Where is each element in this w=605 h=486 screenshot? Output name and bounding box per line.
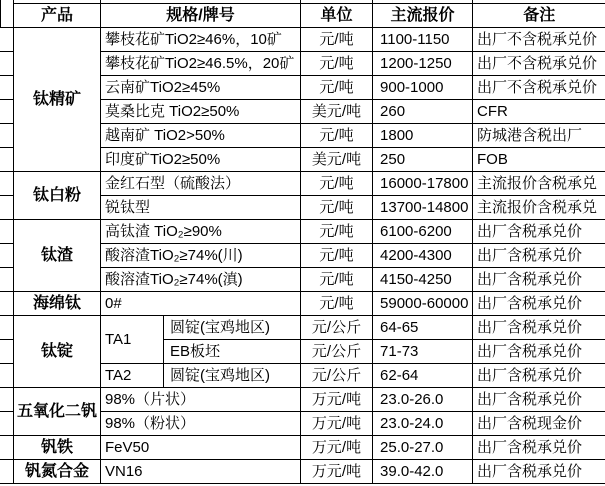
price-cell: 62-64 — [373, 364, 473, 388]
grade-cell: TA2 — [101, 364, 164, 388]
unit-cell: 元/吨 — [301, 76, 373, 100]
unit-cell: 元/吨 — [301, 172, 373, 196]
spec-cell: 高钛渣 TiO₂≥90% — [101, 220, 301, 244]
unit-cell: 美元/吨 — [301, 100, 373, 124]
product-cell: 钛渣 — [14, 220, 101, 292]
grade-cell: TA1 — [101, 316, 164, 364]
price-cell: 39.0-42.0 — [373, 460, 473, 484]
unit-cell: 美元/吨 — [301, 148, 373, 172]
unit-cell: 元/吨 — [301, 28, 373, 52]
table-row — [14, 244, 605, 268]
spec-cell: VN16 — [101, 460, 301, 484]
price-cell: 4200-4300 — [373, 244, 473, 268]
unit-cell: 元/吨 — [301, 196, 373, 220]
table-row — [14, 196, 605, 220]
spec-cell: 印度矿TiO2≥50% — [101, 148, 301, 172]
unit-cell: 元/吨 — [301, 268, 373, 292]
note-cell: 出厂含税承兑价 — [473, 220, 605, 244]
note-cell: FOB — [473, 148, 605, 172]
col-header-product: 产品 — [14, 4, 101, 28]
note-cell: 出厂含税承兑价 — [473, 388, 605, 412]
product-cell: 钒铁 — [14, 436, 101, 460]
spec-cell: 越南矿 TiO2>50% — [101, 124, 301, 148]
spec-cell: 98%（片状） — [101, 388, 301, 412]
note-cell: 出厂含税承兑价 — [473, 436, 605, 460]
price-cell: 25.0-27.0 — [373, 436, 473, 460]
spec-cell: 酸溶渣TiO₂≥74%(滇) — [101, 268, 301, 292]
product-cell: 五氧化二钒 — [14, 388, 101, 436]
note-cell: 出厂不含税承兑价 — [473, 76, 605, 100]
unit-cell: 元/公斤 — [301, 364, 373, 388]
product-cell: 钛白粉 — [14, 172, 101, 220]
note-cell: 主流报价含税承兑 — [473, 172, 605, 196]
table-row — [14, 268, 605, 292]
table-row — [14, 412, 605, 436]
form-cell: 圆锭(宝鸡地区) — [164, 364, 301, 388]
header-row — [14, 4, 605, 28]
price-cell: 23.0-26.0 — [373, 388, 473, 412]
price-cell: 900-1000 — [373, 76, 473, 100]
form-cell: 圆锭(宝鸡地区) — [164, 316, 301, 340]
spec-cell: 锐钛型 — [101, 196, 301, 220]
note-cell: 出厂含税承兑价 — [473, 316, 605, 340]
table-row — [14, 460, 605, 484]
price-cell: 71-73 — [373, 340, 473, 364]
product-cell: 海绵钛 — [14, 292, 101, 316]
note-cell: 防城港含税出厂 — [473, 124, 605, 148]
table-row — [14, 364, 605, 388]
unit-cell: 元/吨 — [301, 52, 373, 76]
note-cell: 出厂不含税承兑价 — [473, 28, 605, 52]
col-header-spec: 规格/牌号 — [101, 4, 301, 28]
note-cell: 主流报价含税承兑 — [473, 196, 605, 220]
price-cell: 4150-4250 — [373, 268, 473, 292]
col-header-note: 备注 — [473, 4, 605, 28]
unit-cell: 元/吨 — [301, 292, 373, 316]
spec-cell: 莫桑比克 TiO2≥50% — [101, 100, 301, 124]
note-cell: CFR — [473, 100, 605, 124]
col-header-unit: 单位 — [301, 4, 373, 28]
note-cell: 出厂含税承兑价 — [473, 460, 605, 484]
unit-cell: 万元/吨 — [301, 388, 373, 412]
product-cell: 钛精矿 — [14, 28, 101, 172]
table-row — [14, 124, 605, 148]
spec-cell: 云南矿TiO2≥45% — [101, 76, 301, 100]
unit-cell: 元/公斤 — [301, 316, 373, 340]
table-row — [14, 76, 605, 100]
product-cell: 钛锭 — [14, 316, 101, 388]
note-cell: 出厂不含税承兑价 — [473, 52, 605, 76]
table-row — [14, 172, 605, 196]
table-row — [14, 28, 605, 52]
table-row — [14, 220, 605, 244]
unit-cell: 元/吨 — [301, 220, 373, 244]
note-cell: 出厂含税承兑价 — [473, 292, 605, 316]
col-header-price: 主流报价 — [373, 4, 473, 28]
table-row — [14, 388, 605, 412]
spec-cell: 攀枝花矿TiO2≥46.5%，20矿 — [101, 52, 301, 76]
price-cell: 1100-1150 — [373, 28, 473, 52]
form-cell: EB板坯 — [164, 340, 301, 364]
price-cell: 250 — [373, 148, 473, 172]
table-row — [14, 100, 605, 124]
product-cell: 钒氮合金 — [14, 460, 101, 484]
price-cell: 64-65 — [373, 316, 473, 340]
price-cell: 1200-1250 — [373, 52, 473, 76]
commodity-price-table — [13, 3, 605, 484]
table-row — [14, 52, 605, 76]
spec-cell: 金红石型（硫酸法） — [101, 172, 301, 196]
left-margin-gridlines — [0, 27, 13, 484]
note-cell: 出厂含税承兑价 — [473, 268, 605, 292]
price-cell: 1800 — [373, 124, 473, 148]
price-cell: 13700-14800 — [373, 196, 473, 220]
price-cell: 16000-17800 — [373, 172, 473, 196]
unit-cell: 万元/吨 — [301, 436, 373, 460]
unit-cell: 万元/吨 — [301, 412, 373, 436]
grid-remnant-left — [0, 0, 1, 27]
table-row — [14, 292, 605, 316]
spec-cell: 攀枝花矿TiO2≥46%，10矿 — [101, 28, 301, 52]
spec-cell: 0# — [101, 292, 301, 316]
spec-cell: 酸溶渣TiO₂≥74%(川) — [101, 244, 301, 268]
table-row — [14, 316, 605, 340]
spec-cell: FeV50 — [101, 436, 301, 460]
table-row — [14, 436, 605, 460]
unit-cell: 元/公斤 — [301, 340, 373, 364]
note-cell: 出厂含税承兑价 — [473, 244, 605, 268]
note-cell: 出厂含税现金价 — [473, 412, 605, 436]
price-cell: 260 — [373, 100, 473, 124]
table-row — [14, 148, 605, 172]
unit-cell: 元/吨 — [301, 124, 373, 148]
price-cell: 6100-6200 — [373, 220, 473, 244]
price-cell: 59000-60000 — [373, 292, 473, 316]
spec-cell: 98%（粉状） — [101, 412, 301, 436]
unit-cell: 元/吨 — [301, 244, 373, 268]
note-cell: 出厂含税承兑价 — [473, 340, 605, 364]
unit-cell: 万元/吨 — [301, 460, 373, 484]
price-cell: 23.0-24.0 — [373, 412, 473, 436]
note-cell: 出厂含税承兑价 — [473, 364, 605, 388]
